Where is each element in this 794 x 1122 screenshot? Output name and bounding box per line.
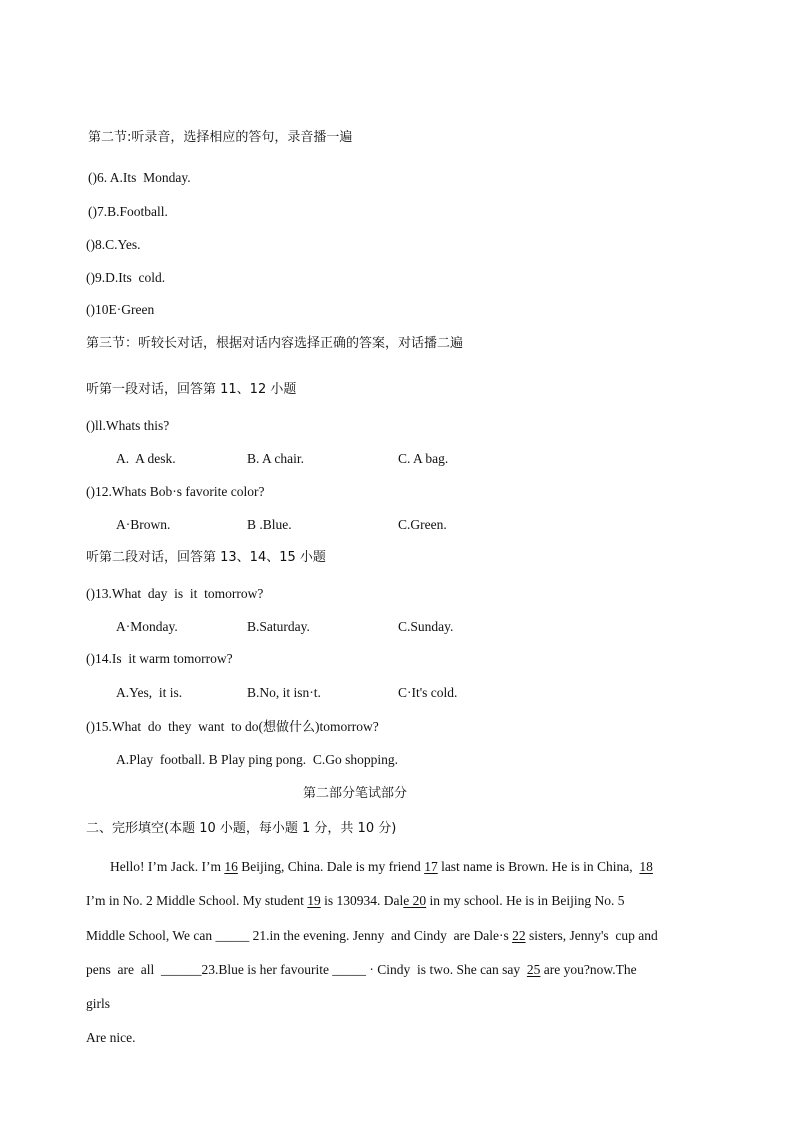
question-13-option-a: A·Monday. — [116, 619, 178, 634]
passage-text: last name is Brown. He is in China, — [437, 859, 640, 874]
blank-20: e 20 — [403, 893, 427, 908]
question-11-option-b: B. A chair. — [247, 451, 304, 466]
part2-heading: 第二部分笔试部分 — [303, 786, 408, 801]
blank-18: 18 — [639, 859, 653, 874]
question-9: ()9.D.Its cold. — [86, 270, 166, 285]
dialog1-heading: 听第一段对话，回答第 11、12 小题 — [86, 382, 297, 397]
passage-line-2 — [86, 893, 625, 909]
cloze-title: 二、完形填空(本题 10 小题，每小题 1 分，共 10 分) — [86, 821, 397, 836]
question-15-stem-end: )tomorrow? — [314, 719, 379, 734]
question-12-option-b: B .Blue. — [247, 517, 292, 532]
dialog2-heading: 听第二段对话，回答第 13、14、15 小题 — [86, 550, 326, 565]
question-13-stem: ()13.What day is it tomorrow? — [86, 586, 264, 601]
blank-25: 25 — [526, 962, 541, 977]
passage-line-5: girls — [86, 996, 111, 1011]
passage-text: Beijing, China. Dale is my friend — [237, 859, 425, 874]
question-8: ()8.C.Yes. — [86, 237, 141, 252]
passage-text: are you?now.The — [540, 962, 637, 977]
question-14-stem: ()14.Is it warm tomorrow? — [86, 651, 233, 666]
question-15-stem-chinese: 想做什么 — [262, 720, 315, 735]
question-12-option-c: C.Green. — [398, 517, 447, 532]
question-11-option-c: C. A bag. — [398, 451, 449, 466]
question-10: ()10E·Green — [86, 302, 155, 317]
section2-title: 第二节:听录音，选择相应的答句，录音播一遍 — [88, 130, 353, 145]
question-7: ()7.B.Football. — [88, 204, 168, 219]
question-12-stem: ()12.Whats Bob·s favorite color? — [86, 484, 265, 499]
passage-text: pens are all ______23.Blue is her favourite _____ · Cindy is two. She can say — [86, 962, 527, 977]
question-14-option-c: C·It's cold. — [398, 685, 458, 700]
passage-line-4 — [86, 962, 637, 978]
question-15-stem — [86, 719, 379, 736]
blank-22: 22 — [512, 928, 526, 943]
passage-text: Hello! I’m Jack. I’m — [110, 859, 225, 874]
question-11-stem: ()ll.Whats this? — [86, 418, 170, 433]
question-13-option-b: B.Saturday. — [247, 619, 310, 634]
blank-19: 19 — [307, 893, 321, 908]
question-14-option-b: B.No, it isn·t. — [247, 685, 321, 700]
blank-17: 17 — [424, 859, 438, 874]
question-11-option-a: A. A desk. — [116, 451, 176, 466]
question-15-options: A.Play football. B Play ping pong. C.Go shopping. — [116, 752, 399, 767]
passage-text: in my school. He is in Beijing No. 5 — [426, 893, 625, 908]
question-12-option-a: A·Brown. — [116, 517, 171, 532]
passage-line-6: Are nice. — [86, 1030, 136, 1045]
question-6: ()6. A.Its Monday. — [88, 170, 191, 185]
passage-text: Middle School, We can _____ 21.in the evening. Jenny and Cindy are Dale·s — [86, 928, 513, 943]
question-15-stem-start: ()15.What do they want to do( — [86, 719, 263, 734]
question-13-option-c: C.Sunday. — [398, 619, 454, 634]
passage-line-3 — [86, 928, 658, 944]
passage-text: I’m in No. 2 Middle School. My student — [86, 893, 308, 908]
passage-line-1 — [110, 859, 653, 875]
passage-text: is 130934. Dal — [320, 893, 404, 908]
section3-title: 第三节：听较长对话，根据对话内容选择正确的答案，对话播二遍 — [86, 336, 464, 351]
passage-text: sisters, Jenny's cup and — [525, 928, 658, 943]
blank-16: 16 — [224, 859, 238, 874]
question-14-option-a: A.Yes, it is. — [116, 685, 183, 700]
